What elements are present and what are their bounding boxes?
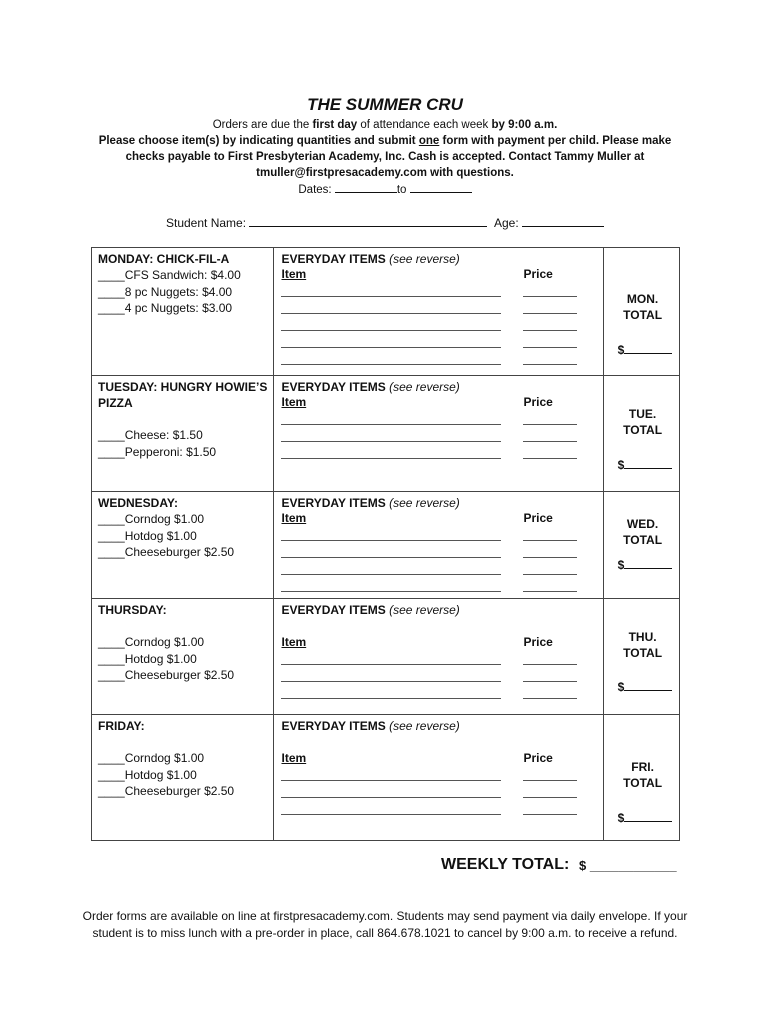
day-total-label [604,629,682,661]
menu-cell [92,248,274,376]
menu-option[interactable]: ____Hotdog $1.00 [98,528,197,543]
dates-to-field[interactable] [410,181,472,193]
everyday-label: EVERYDAY ITEMS [281,380,386,394]
student-name-field[interactable] [249,215,487,227]
everyday-cell [274,492,603,599]
everyday-heading [281,718,602,734]
price-field[interactable] [523,681,577,682]
due-emphasis: first day [312,119,358,131]
menu-option[interactable]: ____Cheeseburger $2.50 [98,545,235,559]
day-total-blank[interactable] [624,557,672,569]
everyday-item-line [281,579,602,596]
everyday-note: (see reverse) [389,252,460,266]
total-cell [603,248,679,376]
price-field[interactable] [523,330,577,331]
everyday-cell [274,599,603,715]
menu-option[interactable]: ____Cheeseburger $2.50 [98,668,235,682]
student-name-label: Student Name: [166,216,247,230]
item-field[interactable] [281,681,501,682]
item-field[interactable] [281,698,501,699]
everyday-label: EVERYDAY ITEMS [281,252,386,266]
item-price-header [281,395,602,412]
age-row [494,215,604,230]
total-word: TOTAL [623,308,663,322]
form-title: THE SUMMER CRU [307,95,463,114]
everyday-note: (see reverse) [389,380,460,394]
item-price-header [281,511,602,528]
price-field[interactable] [523,313,577,314]
everyday-heading [281,379,602,395]
item-field[interactable] [281,330,501,331]
item-field[interactable] [281,780,501,781]
everyday-item-line [281,802,602,819]
total-word: TOTAL [623,423,663,437]
instruction-underlined: one [418,135,440,147]
item-field[interactable] [281,797,501,798]
day-total-blank[interactable] [624,342,672,354]
everyday-item-line [281,446,602,463]
day-total-field[interactable] [618,557,673,572]
price-field[interactable] [523,441,577,442]
menu-option[interactable]: ____4 pc Nuggets: $3.00 [98,301,233,315]
item-field[interactable] [281,364,501,365]
menu-cell [92,599,274,715]
everyday-note: (see reverse) [389,603,460,617]
day-row [92,248,680,376]
everyday-item-line [281,768,602,785]
price-field[interactable] [523,664,577,665]
weekly-total-field[interactable]: $ ____________ [579,858,677,873]
item-field[interactable] [281,591,501,592]
day-row [92,492,680,599]
day-total-field[interactable] [618,457,673,472]
item-field[interactable] [281,540,501,541]
day-total-blank[interactable] [624,679,672,691]
everyday-item-line [281,335,602,352]
dates-label: Dates: [298,184,332,196]
item-field[interactable] [281,313,501,314]
item-header: Item [281,751,307,765]
due-text: Orders are due the [212,119,313,131]
dollar-sign: $ [617,558,625,572]
item-header: Item [281,395,307,409]
due-time: by 9:00 a.m. [491,119,558,131]
menu-option[interactable]: ____Corndog $1.00 [98,635,205,649]
everyday-item-line [281,412,602,429]
everyday-label: EVERYDAY ITEMS [281,603,386,617]
dates-from-field[interactable] [335,181,397,193]
day-row [92,715,680,841]
day-heading: WEDNESDAY: [98,496,179,510]
price-field[interactable] [523,797,577,798]
dates-to-label: to [396,184,407,196]
price-field[interactable] [523,698,577,699]
total-cell [603,376,679,492]
item-field[interactable] [281,664,501,665]
total-cell [603,599,679,715]
day-total-field[interactable] [618,810,673,825]
total-cell [603,715,679,841]
total-word: TOTAL [623,533,663,547]
day-total-label [604,291,682,323]
item-field[interactable] [281,814,501,815]
item-field[interactable] [281,458,501,459]
menu-cell [92,492,274,599]
everyday-cell [274,376,603,492]
everyday-item-line [281,785,602,802]
day-total-label [604,759,682,791]
price-field[interactable] [523,780,577,781]
item-field[interactable] [281,441,501,442]
age-field[interactable] [522,215,604,227]
menu-option[interactable]: ____CFS Sandwich: $4.00 [98,268,241,282]
price-field[interactable] [523,814,577,815]
price-header: Price [523,395,553,409]
price-field[interactable] [523,347,577,348]
instruction-paragraph [80,133,690,181]
student-name-row [166,215,487,230]
item-price-header [281,751,602,768]
everyday-item-line [281,301,602,318]
dollar-sign: $ [617,343,625,357]
everyday-item-line [281,686,602,703]
day-total-field[interactable] [618,679,673,694]
instructions [80,117,690,198]
menu-option[interactable]: ____Corndog $1.00 [98,512,205,526]
menu-cell [92,376,274,492]
dollar-sign: $ [617,811,625,825]
day-abbrev: MON. [626,292,659,306]
everyday-item-line [281,429,602,446]
everyday-item-line [281,562,602,579]
day-total-label [604,406,682,438]
day-row [92,599,680,715]
weekly-total-label: WEEKLY TOTAL: [441,856,570,873]
day-total-field[interactable] [618,342,673,357]
everyday-item-line [281,318,602,335]
menu-option[interactable]: ____Cheese: $1.50 [98,428,203,442]
menu-option[interactable]: ____8 pc Nuggets: $4.00 [98,284,233,299]
everyday-item-line [281,528,602,545]
total-cell [603,492,679,599]
everyday-note: (see reverse) [389,719,460,733]
item-field[interactable] [281,296,501,297]
item-field[interactable] [281,347,501,348]
instruction-text: Please choose item(s) by indicating quantities and submit [98,135,419,147]
menu-option[interactable]: ____Pepperoni: $1.50 [98,444,217,459]
day-abbrev: THU. [628,630,657,644]
dollar-sign: $ [617,458,625,472]
menu-cell [92,715,274,841]
day-total-label [604,516,682,548]
item-header: Item [281,635,307,649]
price-header: Price [523,511,553,525]
everyday-heading [281,495,602,511]
price-field[interactable] [523,424,577,425]
day-heading: THURSDAY: [98,603,167,617]
day-row [92,376,680,492]
total-word: TOTAL [623,646,663,660]
everyday-heading [281,251,602,267]
item-header: Item [281,511,307,525]
day-abbrev: WED. [626,517,659,531]
everyday-cell [274,248,603,376]
everyday-item-line [281,652,602,669]
price-field[interactable] [523,540,577,541]
item-field[interactable] [281,574,501,575]
day-heading: TUESDAY: HUNGRY HOWIE’S PIZZA [98,380,268,410]
age-label: Age: [494,216,519,230]
price-header: Price [523,751,553,765]
menu-option[interactable]: ____Cheeseburger $2.50 [98,784,235,798]
everyday-label: EVERYDAY ITEMS [281,719,386,733]
item-price-header [281,635,602,652]
menu-option[interactable]: ____Corndog $1.00 [98,751,205,765]
price-field[interactable] [523,574,577,575]
everyday-label: EVERYDAY ITEMS [281,496,386,510]
instruction-text-rest: form with payment per child. Please make checks payable to First Presbyterian Academy, Inc. Cash is accepted. Contact Tammy Muller at tmuller@firstpresacademy.com with questions. [125,135,672,179]
due-text-mid: of attendance each week [357,119,492,131]
price-field[interactable] [523,296,577,297]
footer-note: Order forms are available on line at firstpresacademy.com. Students may send payment via daily envelope. If your student is to miss lunch with a pre-order in place, call 864.678.1021 to cancel by 9:00 a.m. to receive a refund. [82,909,688,940]
price-field[interactable] [523,364,577,365]
menu-option[interactable]: ____Hotdog $1.00 [98,767,197,782]
total-word: TOTAL [623,776,663,790]
item-header: Item [281,267,307,281]
day-abbrev: TUE. [628,407,657,421]
everyday-cell [274,715,603,841]
everyday-item-line [281,669,602,686]
dollar-sign: $ [617,680,625,694]
price-field[interactable] [523,591,577,592]
menu-option[interactable]: ____Hotdog $1.00 [98,651,197,666]
price-field[interactable] [523,458,577,459]
due-line [80,117,690,133]
order-table [91,247,680,841]
day-heading: MONDAY: CHICK-FIL-A [98,252,230,266]
dates-line [80,181,690,198]
everyday-note: (see reverse) [389,496,460,510]
price-header: Price [523,267,553,281]
item-price-header [281,267,602,284]
day-abbrev: FRI. [631,760,654,774]
everyday-item-line [281,352,602,369]
price-field[interactable] [523,557,577,558]
price-header: Price [523,635,553,649]
day-total-blank[interactable] [624,810,672,822]
everyday-heading [281,602,602,618]
day-heading: FRIDAY: [98,719,145,733]
everyday-item-line [281,284,602,301]
day-total-blank[interactable] [624,457,672,469]
item-field[interactable] [281,557,501,558]
everyday-item-line [281,545,602,562]
item-field[interactable] [281,424,501,425]
